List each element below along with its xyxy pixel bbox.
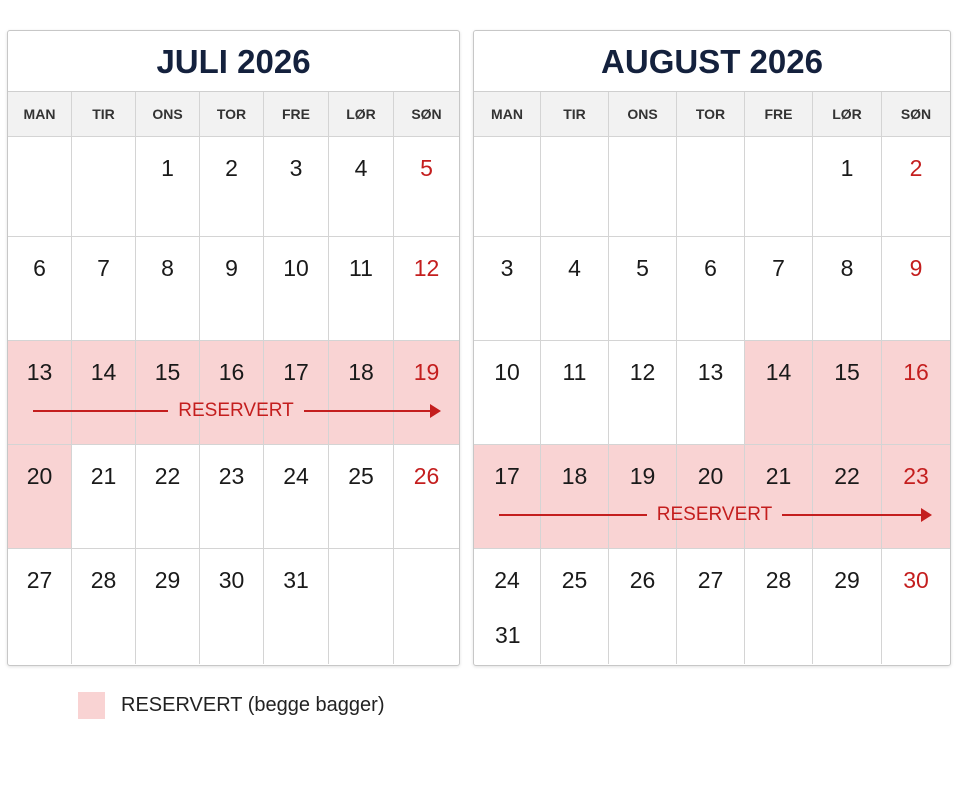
day-cell[interactable] (677, 237, 745, 341)
day-cell-reserved[interactable] (882, 445, 950, 549)
arrow-line (499, 514, 647, 516)
day-cell[interactable] (882, 137, 950, 237)
day-cell-reserved[interactable] (8, 445, 72, 549)
day-cell[interactable] (882, 549, 950, 664)
day-number: 16 (218, 359, 245, 385)
day-cell-reserved[interactable] (200, 341, 264, 445)
day-number: 25 (348, 463, 374, 489)
day-number: 22 (834, 463, 860, 489)
month-grid (8, 92, 459, 665)
day-number: 6 (704, 255, 717, 281)
day-cell[interactable] (264, 237, 329, 341)
day-cell[interactable] (394, 237, 459, 341)
day-number: 5 (636, 255, 649, 281)
month-title: JULI 2026 (8, 31, 459, 92)
day-number: 26 (413, 463, 440, 489)
day-cell[interactable] (264, 549, 329, 664)
day-number: 1 (161, 155, 174, 181)
day-number: 30 (218, 567, 245, 593)
day-cell[interactable] (677, 137, 745, 237)
day-number: 20 (26, 463, 53, 489)
weekday-header: SØN (394, 92, 459, 137)
day-number: 28 (765, 567, 792, 593)
day-number: 12 (413, 255, 440, 281)
day-cell[interactable] (541, 341, 609, 445)
day-cell[interactable] (394, 549, 459, 664)
weekday-header: FRE (264, 92, 329, 137)
day-number: 7 (772, 255, 785, 281)
day-number: 23 (218, 463, 245, 489)
day-cell[interactable] (200, 137, 264, 237)
day-number: 11 (349, 255, 373, 281)
day-cell[interactable] (136, 445, 200, 549)
day-cell[interactable] (677, 549, 745, 664)
legend-label: RESERVERT (begge bagger) (121, 694, 385, 716)
day-number: 5 (420, 155, 433, 181)
day-number: 16 (903, 359, 929, 385)
legend-reserved-swatch (78, 692, 105, 719)
day-number: 20 (697, 463, 724, 489)
calendar-august (473, 30, 951, 666)
day-cell[interactable] (609, 137, 677, 237)
day-number: 31 (283, 567, 309, 593)
day-number: 26 (629, 567, 656, 593)
day-cell[interactable] (72, 137, 136, 237)
day-cell-reserved[interactable] (329, 341, 394, 445)
calendar-july (7, 30, 460, 666)
day-number: 17 (283, 359, 309, 385)
day-number: 29 (154, 567, 181, 593)
day-number: 1 (840, 155, 854, 181)
day-number: 3 (500, 255, 514, 281)
day-cell[interactable] (394, 445, 459, 549)
day-number: 19 (413, 359, 440, 385)
day-cell[interactable] (474, 137, 541, 237)
day-cell[interactable] (813, 137, 882, 237)
day-number: 19 (629, 463, 656, 489)
day-cell[interactable] (329, 237, 394, 341)
day-cell-reserved[interactable] (813, 341, 882, 445)
day-cell[interactable] (609, 341, 677, 445)
weekday-header: SØN (882, 92, 950, 137)
day-cell[interactable] (745, 549, 813, 664)
weekday-header: TIR (541, 92, 609, 137)
day-cell-reserved[interactable] (8, 341, 72, 445)
day-cell[interactable] (72, 445, 136, 549)
day-number: 8 (840, 255, 854, 281)
day-cell-reserved[interactable] (394, 341, 459, 445)
day-number: 27 (697, 567, 724, 593)
weekday-header: LØR (813, 92, 882, 137)
day-number-extra[interactable]: 31 (495, 622, 521, 648)
day-number: 30 (903, 567, 929, 593)
day-number: 21 (90, 463, 117, 489)
day-number: 18 (348, 359, 374, 385)
day-cell[interactable] (329, 445, 394, 549)
day-cell-reserved[interactable] (745, 445, 813, 549)
day-cell-reserved[interactable] (264, 341, 329, 445)
day-number: 2 (225, 155, 238, 181)
day-cell[interactable] (745, 237, 813, 341)
day-cell[interactable] (136, 237, 200, 341)
day-number: 4 (354, 155, 368, 181)
weekday-header: MAN (8, 92, 72, 137)
arrow-right-icon (304, 410, 439, 412)
day-cell-reserved[interactable] (474, 445, 541, 549)
day-cell[interactable] (541, 549, 609, 664)
day-cell[interactable] (329, 137, 394, 237)
day-cell-reserved[interactable] (677, 445, 745, 549)
day-number: 14 (765, 359, 792, 385)
day-cell[interactable] (200, 445, 264, 549)
day-cell[interactable] (136, 137, 200, 237)
day-number: 15 (154, 359, 181, 385)
weekday-header: TOR (200, 92, 264, 137)
reserved-label: RESERVERT (656, 504, 773, 525)
day-cell[interactable] (541, 237, 609, 341)
day-number: 13 (26, 359, 53, 385)
day-cell[interactable] (813, 549, 882, 664)
day-cell[interactable] (8, 237, 72, 341)
day-number: 28 (90, 567, 117, 593)
day-number: 18 (561, 463, 588, 489)
day-number: 3 (289, 155, 303, 181)
day-cell[interactable] (541, 137, 609, 237)
day-number: 4 (568, 255, 581, 281)
legend (78, 692, 385, 719)
day-number: 8 (161, 255, 174, 281)
month-title: AUGUST 2026 (474, 31, 950, 92)
day-number: 29 (834, 567, 860, 593)
day-number: 10 (283, 255, 309, 281)
day-cell[interactable] (474, 237, 541, 341)
day-cell-reserved[interactable] (882, 341, 950, 445)
day-cell-reserved[interactable] (72, 341, 136, 445)
reserved-label: RESERVERT (178, 400, 294, 421)
day-number: 15 (834, 359, 860, 385)
day-cell[interactable] (8, 549, 72, 664)
day-number: 9 (909, 255, 923, 281)
day-number: 21 (765, 463, 792, 489)
day-number: 11 (562, 359, 587, 385)
day-number: 12 (629, 359, 656, 385)
day-number: 9 (225, 255, 238, 281)
reserved-range-arrow (33, 399, 439, 423)
day-number: 10 (494, 359, 520, 385)
weekday-header: TOR (677, 92, 745, 137)
day-number: 6 (33, 255, 46, 281)
day-number: 2 (909, 155, 923, 181)
day-cell[interactable] (609, 549, 677, 664)
day-number: 22 (154, 463, 181, 489)
day-cell[interactable] (329, 549, 394, 664)
day-cell[interactable] (474, 341, 541, 445)
day-number: 13 (697, 359, 724, 385)
day-cell[interactable] (394, 137, 459, 237)
arrow-right-icon (782, 514, 930, 516)
day-cell[interactable] (609, 237, 677, 341)
day-cell-reserved[interactable] (813, 445, 882, 549)
reserved-range-arrow (499, 503, 930, 527)
day-cell[interactable] (72, 549, 136, 664)
day-number: 24 (494, 567, 520, 593)
day-number: 14 (90, 359, 117, 385)
weekday-header: MAN (474, 92, 541, 137)
weekday-header: FRE (745, 92, 813, 137)
weekday-header: LØR (329, 92, 394, 137)
day-cell[interactable] (745, 137, 813, 237)
day-number: 7 (97, 255, 110, 281)
day-number: 17 (494, 463, 520, 489)
day-cell[interactable] (200, 549, 264, 664)
day-cell-reserved[interactable] (136, 341, 200, 445)
day-cell-reserved[interactable] (609, 445, 677, 549)
day-cell[interactable] (677, 341, 745, 445)
weekday-header: ONS (609, 92, 677, 137)
arrow-line (33, 410, 168, 412)
weekday-header: ONS (136, 92, 200, 137)
day-cell[interactable] (813, 237, 882, 341)
day-cell[interactable] (882, 237, 950, 341)
day-cell[interactable] (264, 445, 329, 549)
day-cell[interactable] (200, 237, 264, 341)
day-cell[interactable] (8, 137, 72, 237)
day-cell[interactable] (136, 549, 200, 664)
day-cell[interactable] (72, 237, 136, 341)
day-cell-reserved[interactable] (541, 445, 609, 549)
weekday-header: TIR (72, 92, 136, 137)
day-cell-reserved[interactable] (745, 341, 813, 445)
day-number: 27 (26, 567, 53, 593)
day-number: 23 (903, 463, 929, 489)
day-number: 24 (283, 463, 309, 489)
day-number: 25 (561, 567, 588, 593)
day-cell[interactable] (264, 137, 329, 237)
month-grid (474, 92, 950, 665)
